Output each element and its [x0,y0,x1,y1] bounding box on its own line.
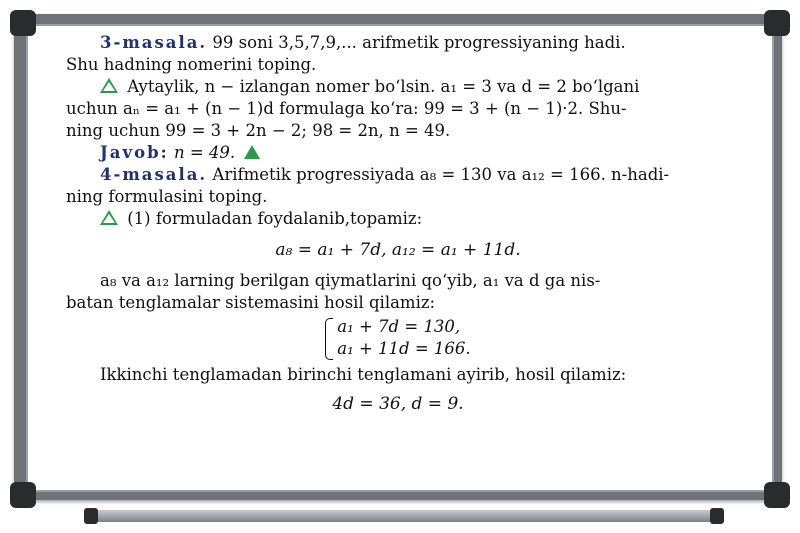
corner-cap [10,10,36,36]
tray-end-cap [84,508,98,524]
problem3-line1 [66,32,730,54]
formula-d: 4d = 36, d = 9. [332,394,464,414]
problem4-line4: a₈ va a₁₂ larning berilgan qiymatlarini qo‘yib, a₁ va d ga nis- [100,271,601,290]
problem4-text: Arifmetik progressiyada a₈ = 130 va a₁₂ = 166. n-hadi- [212,165,670,184]
problem3-line2: Shu hadning nomerini toping. [66,55,317,74]
problem4-heading: 4-masala. [100,165,208,184]
triangle-outline-icon [100,210,118,225]
solution-text: (1) formuladan foydalanib,topamiz: [127,209,423,228]
problem4-line5: batan tenglamalar sistemasini hosil qilamiz: [66,293,436,312]
problem4-line2: ning formulasini toping. [66,187,268,206]
left-brace [325,318,333,360]
problem4-line3 [66,208,730,230]
problem4-line1 [66,164,730,186]
system-eq2: a₁ + 11d = 166. [337,339,471,358]
answer-label: Javob: [100,143,169,162]
system-eq1: a₁ + 7d = 130, [337,317,461,336]
answer-value: n = 49. [173,143,236,162]
problem3-heading: 3-masala. [100,33,208,52]
problem4-line6: Ikkinchi tenglamadan birinchi tenglamani ayirib, hosil qilamiz: [100,365,627,384]
formula-a8-a12: a₈ = a₁ + 7d, a₁₂ = a₁ + 11d. [275,240,521,260]
equation-system [66,314,730,364]
solution-text: Aytaylik, n − izlangan nomer bo‘lsin. a₁ = 3 va d = 2 bo‘lgani [127,77,640,96]
corner-cap [764,10,790,36]
problem3-text: 99 soni 3,5,7,9,... arifmetik progressiyaning hadi. [212,33,626,52]
problem3-line4: uchun aₙ = a₁ + (n − 1)d formulaga ko‘ra: 99 = 3 + (n − 1)·2. Shu- [66,99,627,118]
marker-tray [88,510,720,522]
document-content [66,32,730,422]
corner-cap [10,482,36,508]
corner-cap [764,482,790,508]
tray-end-cap [710,508,724,524]
problem3-line5: ning uchun 99 = 3 + 2n − 2; 98 = 2n, n = 49. [66,121,451,140]
problem3-line3 [66,76,730,98]
triangle-filled-icon [244,145,260,159]
problem3-answer [66,142,730,164]
triangle-outline-icon [100,78,118,93]
